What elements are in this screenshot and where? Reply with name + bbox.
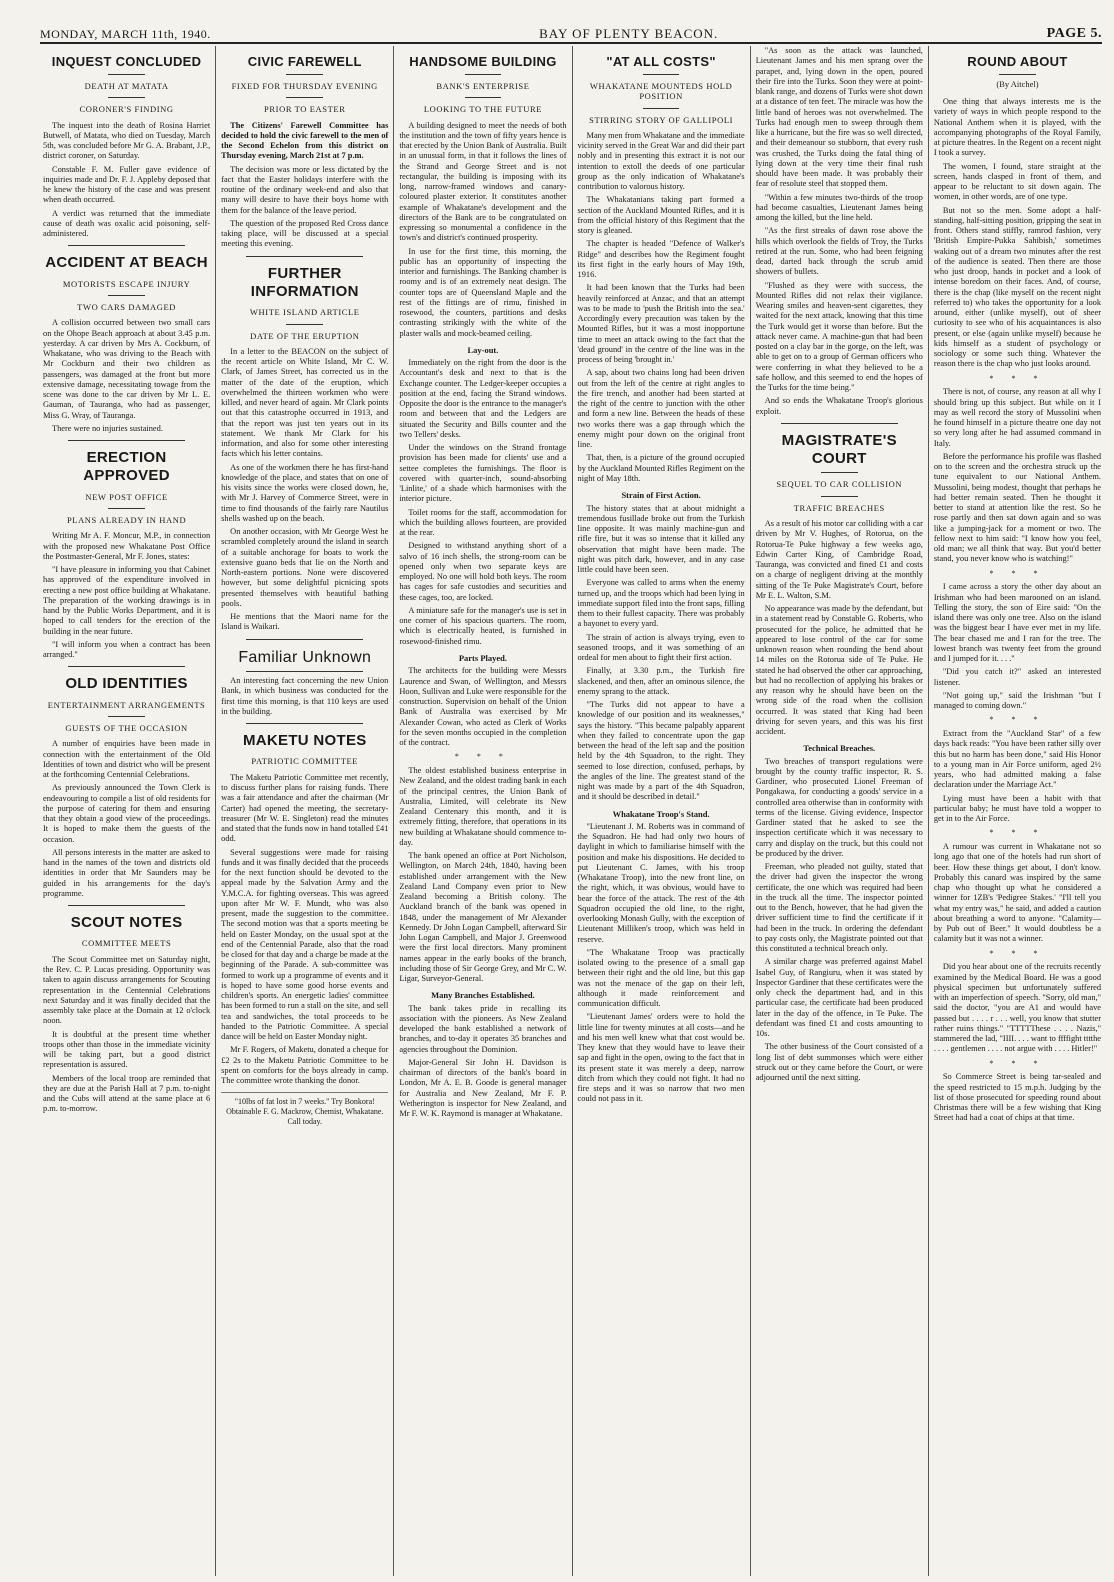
article-civic [221,54,388,250]
paragraph: But not so the men. Some adopt a half-standing, half-sitting position, gripping the seat in front. Others stand stiffly, ramrod fashion, very 'British Empire-Pukka Sahibish,' sometimes waking out of a dream two minutes after the rest of the audience is seated. Then there are those who just droop, hands in pocket and a look of intense boredom on their faces. And, of course, there is the chap (like myself on the recent night referred to) who takes the opportunity for a look around, either (unlike myself), out of sheer curiosity to see who of his acquaintances is also present, or else (again unlike myself) because he kids himself as a student of psychology or sociology or some such thing. Whatever the reason there is the chap who just looks around. [933,205,1102,369]
divider [68,245,185,246]
paragraph: There is not, of course, any reason at all why I should bring up this subject. But while on it I may as well record the story of Mussolini when he found himself in a picture theatre one day not so very long after he had assumed command in Italy. [933,387,1102,448]
subheading: TRAFFIC BREACHES [793,502,885,513]
separator-stars: * * * [454,752,511,762]
subheading: PRIOR TO EASTER [264,104,346,115]
subheading: FIXED FOR THURSDAY EVENING [231,80,378,91]
headline: ACCIDENT AT BEACH [45,254,208,272]
divider [246,639,363,640]
subheading: SEQUEL TO CAR COLLISION [776,479,903,490]
advertisement: "10lbs of fat lost in 7 weeks." Try Bonkora! Obtainable F. G. Mackrow, Chemist, Whakatane. Call today. [221,1092,388,1126]
paragraph: "Lieutenant James' orders were to hold the little line for twenty minutes at all costs—and he and his men well knew what that cost would be. They knew that they would have to leave their sap and fight in the open, owing to the fact that in its present state it was merely a deep, narrow ditch from which they could not fight. It had no fire steps and it was so narrow that two men could not pass in it. [577,1012,745,1104]
paragraph: The Scout Committee met on Saturday night, the Rev. C. P. Lucas presiding. Opportunity was taken to again discuss arrangements for Scouting representation in the Centennial Celebrations next Saturday and it was finally decided that the assembly take place at the Domain at 12 o'clock noon. [43,954,211,1026]
paragraph: Lying must have been a habit with that particular baby; he must have told a wopper to get in to the Air Force. [933,793,1102,824]
paragraph: The question of the proposed Red Cross dance taking place, will be discussed at a special meeting this evening. [221,218,389,249]
subheading: WHITE ISLAND ARTICLE [249,307,360,318]
paragraph: "The Whakatane Troop was practically isolated owing to the presence of a small gap between their right and the old line, but this gap was not the menace of the gap on their left, although it made reinforcement and communication difficult. [577,947,745,1009]
paragraph: There were no injuries sustained. [52,423,163,433]
paragraph: Members of the local troop are reminded that they are due at the Parish Hall at 7 p.m. to-night and the Cubs will attend at the same place at 6 p.m. to-morrow. [43,1073,211,1114]
paragraph: The oldest established business enterprise in New Zealand, and the oldest trading bank in each of the principal centres, the Union Bank of Australia, Limited, will celebrate its New Zealand Centenary this month, and it is extremely fitting, therefore, that operations in its new building at Whakatane should commence to-day. [399,766,567,847]
paragraph: A building designed to meet the needs of both the institution and the town of fifty years hence is that erected by the Union Bank of Australia. Built in an unusual form, in that it follows the lines of the Strand and George Street and is not rectangular, the building is imposing with its long, narrow-framed windows and canary-coloured plaster exterior. It constitutes another example of Whakatane's development and the directors of the Bank are to be congratulated on expressing so monumental a confidence in the town's and district's continued prosperity. [399,120,567,243]
column-1 [38,46,216,1576]
article-identities [43,675,210,899]
divider [286,74,323,75]
article-gallipoli [578,54,745,1105]
paragraph: Two breaches of transport regulations were brought by the county traffic inspector, R. S. Gardiner, who prosecuted Lionel Freeman of Pongakawa, for conducting a goods' service in a controlled area otherwise than in conformity with terms of the license. Giving evidence, Inspector Gardiner stated that he asked to see the inspection certificate which it was necessary to carry and display on the truck, but this could not be produced by the driver. [755,756,923,858]
paragraph: Extract from the "Auckland Star" of a few days back reads: "You have been rather silly over this but no harm has been done," said His Honor to a young man in Air Force uniform, aged 2½ years, who had admitted making a false declaration under the Marriage Act." [933,729,1102,790]
divider [108,97,145,98]
paragraph: Writing Mr A. F. Moncur, M.P., in connection with the proposed new Whakatane Post Office the Postmaster-General, Mr F. Jones, states: [43,531,211,561]
paragraph: As previously announced the Town Clerk is endeavouring to compile a list of old residents for the purpose of catering for them and ensuring that they obtain a good view of the proceedings. It is hoped to make them the guests of the occasion. [43,783,211,844]
article-inquest [43,54,210,239]
headline: OLD IDENTITIES [65,675,188,693]
paragraph: Designed to withstand anything short of a salvo of 16 inch shells, the strong-room can be opened only when two separate keys are employed. No one will hold both keys. The room has cages for safe custodies and securities and these cages, too, are locked. [399,541,567,602]
paragraph: The inquest into the death of Rosina Harriet Butwell, of Matata, who died on Tuesday, March 5th, was concluded before Mr G. A. Brabant, J.P., district coroner, on Saturday. [43,120,211,161]
paragraph: The chapter is headed "Defence of Walker's Ridge" and describes how the Regiment fought its first fight in the early hours of May 19th, 1916. [577,239,745,280]
paragraph: In use for the first time, this morning, the public has an opportunity of inspecting the interior and furnishings. The Banking chamber is roomy and is of an extremely neat design. The counter tops are of Queensland Maple and the rest of the fittings are of rimu, finished in rosewood, the counters, partitions and desks contrasting strikingly with the white of the plaster walls and mock-beamed ceiling. [399,246,567,338]
subheading: STIRRING STORY OF GALLIPOLI [589,114,734,125]
headline: CIVIC FAREWELL [247,54,362,69]
divider [68,440,185,441]
article-scout [43,914,210,1114]
subheading: PATRIOTIC COMMITTEE [251,756,359,767]
divider [999,74,1036,75]
subheading: BANK'S ENTERPRISE [436,80,530,91]
article-bank [399,54,566,1119]
paragraph: "Within a few minutes two-thirds of the troop had become casualties, Lieutenant James being among the killed, but the line held. [755,192,923,222]
column-3 [394,46,572,1576]
paragraph: So Commerce Street is being tar-sealed and the speed restricted to 15 m.p.h. Judging by the list of those prosecuted for speeding round about Christmas there will be a few wishing that King Street had had a coat of chips at that time. [933,1072,1102,1123]
subheading: WHAKATANE MOUNTEDS HOLD POSITION [589,80,733,102]
paragraph: "As the first streaks of dawn rose above the hills which overlook the fields of Troy, the Turks retired at the run. Some, who had been feigning dead, darted back through the scrub amid showers of bullets. [755,226,923,277]
section-heading: Many Branches Established. [431,990,535,1001]
headline: MAKETU NOTES [242,732,367,750]
paragraph: A similar charge was preferred against Mabel Isabel Guy, of Rangiuru, when it was stated by Inspector Gardiner that these certificates were the only check the department had, and in this particular case, the certificate had been produced later in the day of the offence, in Te Puke. The defendant was fined £1 and costs amounting to 10s. [755,957,923,1039]
paragraph: "The Turks did not appear to have a knowledge of our position and its weaknesses," says the history. "This became palpably apparent when they failed to concentrate upon the gap between the head of the left sap and the position held by the 4th Squadron, to the right. They seemed to lose direction, confused, perhaps, by the angles of the line. The greatest stand of the night was made by a part of the 4th Squadron, and it should be described in detail." [577,700,745,802]
column-2 [216,46,394,1576]
divider [821,496,858,497]
section-heading: Technical Breaches. [803,743,876,754]
divider [643,74,680,75]
paragraph: The strain of action is always trying, even to seasoned troops, and it was something of an ordeal for men about to fight their first action. [577,632,745,663]
headline: HANDSOME BUILDING [409,54,557,69]
headline: MAGISTRATE'S COURT [781,431,897,468]
paragraph: No appearance was made by the defendant, but in a statement read by Constable G. Roberts, who prosecuted for the police, he admitted that he appeared to lose control of the car for some unknown reason when rounding the bend about 14 miles on the Rotorua side of Te Puke. He stated he had observed the other car approaching, but had no recollection of applying his brakes or any reason why he should have been on the wrong side of the road when the collision occurred. It was stated that King had been driving for seven years, and this was his first accident. [755,604,923,737]
column-4 [573,46,751,1576]
separator-stars: * * * [989,828,1046,838]
issue-date: MONDAY, MARCH 11th, 1940. [40,27,211,41]
subheading: CORONER'S FINDING [79,104,174,115]
paragraph: Finally, at 3.30 p.m., the Turkish fire slackened, and then, after an ominous silence, the enemy sprang to the attack. [577,666,745,696]
paragraph: The bank takes pride in recalling its association with the pioneers. As New Zealand developed the bank established a network of branches, and to-day it operates 35 branches and agencies throughout the Dominion. [399,1003,567,1054]
paragraph: That, then, is a picture of the ground occupied by the Auckland Mounted Rifles Regiment on the night of May 18th. [577,453,745,483]
paragraph: As a result of his motor car colliding with a car driven by Mr V. Hughes, of Rotorua, on the Rotorua-Te Puke highway a few weeks ago, Edwin Carter King, of Cambridge Road, Tauranga, was convicted and fined £1 and costs on a charge of negligent driving at the monthly sitting of the Te Puke Magistrate's Court, before Mr E. L. Walton, S.M. [755,519,923,600]
headline: INQUEST CONCLUDED [51,54,202,69]
paragraph: Immediately on the right from the door is the Accountant's desk and next to that is the Exchange counter. The Ledger-keeper occupies a position at the end, facing the Strand windows. Opposite the door is the entrance to the manager's room and between that and the Ledgers are situated the Security and Bills counter and the two Tellers' desks. [399,358,567,439]
divider [108,508,145,509]
paragraph: A sap, about two chains long had been driven out from the left of the centre at right angles to the fire trench, and another had been started at the right of the centre to junction with the other and form a new line. Between the heads of these two works there was a gap through which the enemy might pour down on the original front line. [577,368,745,450]
paragraph: "Lieutenant J. M. Roberts was in command of the Squadron. He had had only two hours of daylight in which to familiarise himself with the position and make his dispositions. He decided to put Lieutenant C. James, with his troop (Whakatane Troop), into the new front line, on the right, which, it was obvious, would have to bear the force of the attack. The rest of the 4th Squadron occupied the old line, to the right, overlooking Monash Gully, with the exception of Lieutenant Milliken's troop, which was held in reserve. [577,821,745,944]
column-6 [929,46,1106,1576]
divider [643,108,680,109]
headline: ERECTION APPROVED [83,449,170,485]
article-further [221,265,388,633]
paragraph: "I have pleasure in informing you that Cabinet has approved of the expenditure involved in erecting a new post office building at Whakatane. The preparation of the working drawings is in hand by the Public Works Department, and it is hoped to call tenders for the erection of the building in the near future. [43,565,211,636]
subheading: GUESTS OF THE OCCASION [65,723,188,734]
subheading: DATE OF THE ERUPTION [250,330,360,341]
paragraph: Major-General Sir John H. Davidson is chairman of directors of the bank's board in London, Mr A. E. B. Goode is general manager for Australia and New Zealand, Mr F. P. Wetherington is inspector for New Zealand, and Mr F. W. K. Raymond is manager at Whakatane. [399,1057,567,1119]
subheading: PLANS ALREADY IN HAND [66,515,187,526]
paragraph: Constable F. M. Fuller gave evidence of inquiries made and Dr. F. J. Appleby deposed that he knew the history of the case and was present when death occurred. [43,164,211,205]
paragraph: Many men from Whakatane and the immediate vicinity served in the Great War and did their part nobly and in presenting this extract it is not our intention to extoll the deeds of one particular group as the only indication of Whakatane's contribution to valorous history. [577,130,745,192]
headline: SCOUT NOTES [70,914,183,932]
page-number: PAGE 5. [1046,26,1102,41]
paragraph: The decision was more or less dictated by the fact that the Easter holidays interfere with the routine of the ordinary week-end and also that many will desire to have their boys home with them for the balance of the leave period. [221,164,389,215]
paragraph: The Citizens' Farewell Committee has decided to hold the civic farewell to the men of the Second Echelon from this district on Thursday evening, March 21st at 7 p.m. [221,120,389,161]
paragraph: The architects for the building were Messrs Laurence and Swan, of Wellington, and Messrs Hoon, Sullivan and Luke were responsible for the construction. Supervision on behalf of the Union Bank of Australia was exercised by Mr Alexander Cowan, who acted as Clerk of Works for the seven months occupied in the completion of the contract. [399,666,567,748]
subheading: LOOKING TO THE FUTURE [423,104,542,115]
paragraph: As one of the workmen there he has first-hand knowledge of the place, and states that on one of his visits since the works were closed down, he, with Mr J. Harvey of Commerce Street, were in time to find thousands of the fairly rare Nautilus shells washed up on the beach. [221,462,389,523]
article-gallipoli-continued [756,46,923,417]
article-familiar [221,648,388,718]
paragraph: In a letter to the BEACON on the subject of the recent article on White Island, Mr C. W. Clark, of James Street, has corrected us in the matter of the date of the eruption, which overwhelmed the thirteen workmen who were killed, and never heard of again. Mr Clark points out that this catastrophe occurred in 1913, and that the report was just ten years out in its statement. We thank Mr Clark for his information, and also for some other interesting facts which his letter contains. [221,346,389,459]
paragraph: Under the windows on the Strand frontage provision has been made for clients' use and a settee completes the furnishings. The floor is covered with quarter-inch, sound-absorbing 'Linlite,' of a shade which harmonises with the interior picture. [399,443,567,504]
subheading: MOTORISTS ESCAPE INJURY [62,278,191,289]
divider [821,472,858,473]
paragraph: Toilet rooms for the staff, accommodation for which the building allows fourteen, are provided at the rear. [399,507,567,538]
section-heading: Strain of First Action. [621,490,701,501]
paragraph: Freeman, who pleaded not guilty, stated that the driver had given the inspector the wrong certificate, the one which was required had been in the truck all the time. The inspector pointed out to the Bench, however, that he had given the driver sufficient time to find the certificate if it had been in the truck. In ordering the defendant to pay costs only, the Magistrate pointed out that this constituted a technical breach only. [755,862,923,954]
paragraph: Before the performance his profile was flashed on to the screen and the orchestra struck up the tune equivalent to our National Anthem. Mussolini, being modest, thought that perhaps he had better remain seated. Then he thought it better to stand at attention like the rest. So he rose partly and then sat down again and so was like a jumping-jack for a moment or two. The fellow next to him said: "I know how you feel, old man; we all think that way. But you'd better stand, you never know who is watching!" [933,451,1102,564]
paragraph: The Whakatanians taking part formed a section of the Auckland Mounted Rifles, and it is from the official history of this Regiment that the story is gleaned. [577,195,745,236]
divider [68,666,185,667]
paragraph: On another occasion, with Mr George West he scrambled completely around the island in search of a suitable anchorage for boats to work the extensive guano beds that lie on the North and North-eastern portions. None were discovered however, but some delightful picnicing spots presented themselves with beautiful bathing pools. [221,527,389,608]
columns [38,46,1106,1576]
subheading: COMMITTEE MEETS [81,938,172,949]
separator-stars: * * * [989,1058,1046,1068]
separator-stars: * * * [989,715,1046,725]
paragraph: "As soon as the attack was launched, Lieutenant James and his men sprang over the parapet, and, lying down in the open, poured their fire into the Turks. Soon they were at point-blank range, and dozens of Turks were shot down at a distance of ten feet. The miracle was how the little band of heroes was not overwhelmed. The Turks had enough men to sweep through them like a hurricane, but the fire was so well directed, and their demeanour so stubborn, that every rush was crushed, the Turks doing the fatal thing of lying down at the very time their final rush should have been made. It was probably their fear of resolute steel that stopped them. [755,46,923,189]
masthead [40,22,1102,44]
paragraph: A number of enquiries have been made in connection with the entertainment of the Old Identities of town and district who will be present at the forthcoming Centennial Celebrations. [43,739,211,780]
paragraph: "I will inform you when a contract has been arranged." [43,639,211,660]
headline: Familiar Unknown [238,648,372,666]
divider [68,905,185,906]
paragraph: It is doubtful at the present time whether troops other than those in the immediate vicinity will be taking part, but a good district representation is assured. [43,1029,211,1070]
subheading: TWO CARS DAMAGED [77,301,177,312]
paragraph: Everyone was called to arms when the enemy turned up, and the troops which had been lying in immediate support filed into the front saps, filling them to their fullest capacity. There was probably a bayonet to every yard. [577,578,745,629]
paragraph: An interesting fact concerning the new Union Bank, in which business was conducted for the first time this morning, is that 110 keys are used in the building. [221,676,389,716]
divider [108,295,145,296]
paragraph: A rumour was current in Whakatane not so long ago that one of the hotels had run short of beer. How these things get about, I don't know. Probably this canard was inspired by the same chap who thought up what he considered a winner for 1ZB's 'Pedigree Stakes.' "I'll tell you what my entry was," he said, and added a caution about breathing a word to anyone. "Calamity—by Pub out of Beer." It would doubtless be a calamity but it was not a winner. [933,842,1102,944]
separator-stars: * * * [989,373,1046,383]
divider [286,324,323,325]
divider [108,716,145,717]
paragraph: Several suggestions were made for raising funds and it was finally decided that the proceeds for the next function should be devoted to the appeal made by the Salvation Army and the Y.M.C.A. for fighting overseas. This was agreed upon after Mr W. F. Mundt, who was also present, made the suggestion to the committee. The second motion was that a sports meeting be held on Easter Monday, on the usual spot at the end of the Centennial Parade, also that the road be closed for that day and a charge be made at the beginning of the Parade. A sub-committee was formed to work up a programme of events and it is hoped to have some good horse events and children's sports. An energetic ladies' committee has been formed to run a stall on the site, and sell tea and sandwiches, the total proceeds to be handed to the Patriotic Committee. A special dance will be held on Easter Monday night. [221,847,389,1042]
divider [246,256,363,257]
paragraph: "Flushed as they were with success, the Mounted Rifles did not relax their vigilance. Wearing smiles and heaven-sent cigarettes, they waited for the next attack, knowing that this time the Turk would get it worse than before. But the attack never came. A machine-gun that had been posted on a clay bar in the gorge, on the left, was able to get on to a group of German officers who were conferring in what they believed to be a safe hollow, and this seemed to end the hopes of the Turks for the time being." [755,280,923,392]
divider [465,74,502,75]
headline: FURTHER INFORMATION [250,264,359,300]
article-court [756,432,923,1084]
column-5 [751,46,929,1576]
paragraph: The Maketu Patriotic Committee met recently, to discuss further plans for raising funds. There was a fair attendance and after the chairman (Mr Carter) had opened the meeting, the secretary-treasurer (Mr W. E. Singleton) read the minutes and stated that the funds now in hand totalled £41 odd. [221,772,389,844]
headline: ROUND ABOUT [967,54,1068,69]
article-maketu [221,732,388,1086]
paragraph: "Did you catch it?" asked an interested listener. [933,667,1102,687]
paragraph: The history states that at about midnight a tremendous fusillade broke out from the Turkish line opposite. It was mainly machine-gun and rifle fire, but it was so intense that it killed any observation that might have been made. The night was pitch dark, however, and in any case little could have been seen. [577,503,745,575]
article-erection [43,449,210,660]
divider [286,97,323,98]
paragraph: And so ends the Whakatane Troop's glorious exploit. [755,396,923,416]
divider [246,671,363,672]
byline: (By Aitchel) [996,78,1039,89]
section-heading: Parts Played. [458,652,508,663]
article-accident [43,254,210,434]
paragraph: A collision occurred between two small cars on the Ohope Beach approach at about 3.45 p.m. yesterday. A car driven by Mrs A. Cockburn, of Whakatane, who was driving to the Beach with Mr Cockburn and their two children as passengers, was damaged at the front but more extensive damage, necessitating towage from the scene was done to the car driven by Mr L. E. Gauman, of Tauranga, who had as passenger, Miss G. Wray, of Tauranga. [43,318,211,420]
paragraph: He mentions that the Maori name for the Island is Waikari. [221,612,389,632]
paragraph: The bank opened an office at Port Nicholson, Wellington, on March 24th, 1840, having been established under arrangement with the New Zealand Land Company even prior to New Zealand becoming a British colony. The Auckland branch of the bank was opened in 1848, under the management of Mr Alexander Kennedy. Dr John Logan Campbell, afterward Sir John Logan Campbell, and Major J. Greenwood were the first local directors. Many prominent names appear in the early books of the branch, including those of Sir George Grey, and Mr C. W. Ligar, Surveyor-General. [399,851,567,984]
divider [108,74,145,75]
paragraph: A miniature safe for the manager's use is set in one corner of his spacious quarters. The room, which is electrically heated, is furnished in rosewood-finished rimu. [399,605,567,646]
paragraph: All persons interests in the matter are asked to hand in the names of the town and districts old identities in order that Mr Saunders may be guided in his arrangements for the day's programme. [43,847,211,898]
article-round-about [934,54,1101,1124]
divider [781,423,898,424]
subheading: ENTERTAINMENT ARRANGEMENTS [47,699,206,710]
paragraph: Did you hear about one of the recruits recently examined by the Medical Board. He was a good physical specimen but unfortunately suffered with an imperfection of speech. "Sorry, old man," said the doctor, "you are A1 and would have passed but . . . . r . . . well, you know that stutter rather ruins things." "TTTTThese . . . . Nazis," stammered the lad, "IIII. . . . want to ffffight tttthe . . . . gentlemen . . . . not argue with . . . . Hitler!" [933,962,1102,1054]
section-heading: Whakatane Troop's Stand. [612,808,710,819]
separator-stars: * * * [989,568,1046,578]
subheading: DEATH AT MATATA [84,80,169,91]
divider [246,723,363,724]
separator-stars: * * * [989,948,1046,958]
paragraph: The women, I found, stare straight at the screen, hands clasped in front of them, and appear to be reluctant to sit down again. The women, in other words, are of one type. [933,161,1102,202]
paragraph: It had been known that the Turks had been heavily reinforced at Anzac, and that an attempt was to be made to 'push the British into the sea.' Accordingly every precaution was taken by the Mounted Rifles, but it was a most inopportune time to meet an attack owing to the fact that the 'dead ground' in the centre of the line was in the process of being 'brought in.' [577,283,745,365]
headline: "AT ALL COSTS" [606,54,716,69]
subheading: NEW POST OFFICE [85,491,168,502]
section-heading: Lay-out. [467,344,499,355]
newspaper-title: BAY OF PLENTY BEACON. [539,26,719,41]
paragraph: "Not going up," said the Irishman "but I managed to coming down." [933,690,1102,711]
paragraph: A verdict was returned that the immediate cause of death was oxalic acid poisoning, self-administered. [43,208,211,239]
paragraph: Mr F. Rogers, of Maketu, donated a cheque for £2 2s to the Maketu Patriotic Committee to be spent on comforts for the boys already in camp. The committee wrote thanking the donor. [221,1045,389,1086]
paragraph: One thing that always interests me is the variety of ways in which people respond to the National Anthem when it is played, with the accompanying photographs of the Royal Family, at picture theatres. In the Regent on a recent night I took a survey. [933,97,1102,158]
paragraph: The other business of the Court consisted of a long list of debt summonses which were either struck out or they came before the Court, or were adjourned until the next sitting. [755,1042,923,1083]
paragraph: I came across a story the other day about an Irishman who had been marooned on an island. Telling the story, the son of Eire said: "On the island there was only one tree. Also on the island was the biggest bear I have ever met in my life. The bear chased me and I ran for the tree. The lowest branch was twenty feet from the ground and I jumped for it. . . ." [933,582,1102,664]
divider [465,97,502,98]
